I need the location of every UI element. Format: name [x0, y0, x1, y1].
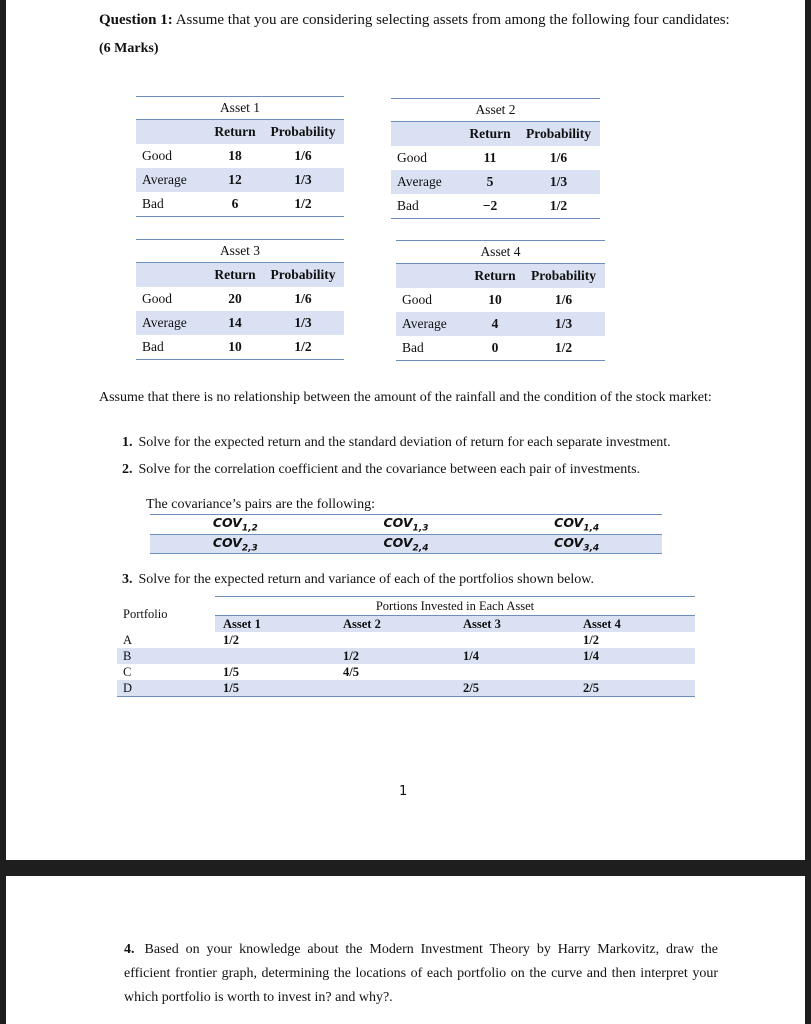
item-text: Based on your knowledge about the Modern Investment Theory by Harry Markovitz, draw the efficient frontier graph, determining the locations of each portfolio on the curve and then interpret your which portfolio is worth to invest in? and why?.	[124, 942, 718, 1005]
probability-value: 1/2	[262, 335, 344, 360]
assumption-paragraph: Assume that there is no relationship between the amount of the rainfall and the condition of the stock market:	[99, 390, 712, 405]
portion-cell: 1/4	[575, 648, 695, 664]
probability-value: 1/3	[517, 170, 600, 194]
portion-cell: 4/5	[343, 664, 359, 679]
portions-header: Portions Invested in Each Asset	[215, 597, 695, 616]
portfolio-row	[117, 632, 695, 648]
portion-cell: 1/5	[223, 664, 239, 679]
probability-value: 1/2	[517, 194, 600, 219]
item-3	[122, 572, 594, 588]
asset-title: Asset 1	[136, 97, 344, 120]
item-1	[122, 435, 671, 451]
portion-cell: 1/5	[215, 680, 335, 697]
cov-pair-cell	[150, 534, 321, 554]
probability-value: 1/2	[262, 192, 344, 217]
question-text: Assume that you are considering selecting assets from among the following four candidates:	[175, 12, 730, 28]
state-label: Good	[142, 291, 172, 306]
probability-value: 1/6	[554, 292, 573, 307]
cov-prefix: COV	[554, 515, 584, 530]
portfolio-table	[117, 596, 695, 697]
item-text: Solve for the expected return and the standard deviation of return for each separate investment.	[138, 435, 671, 450]
return-value: 11	[483, 150, 497, 165]
state-label: Good	[397, 150, 427, 165]
asset-3-table	[136, 239, 344, 360]
asset-column-header: Asset 1	[215, 616, 335, 633]
portion-cell: 1/2	[583, 632, 599, 647]
asset-title: Asset 4	[396, 241, 605, 264]
return-value: 20	[228, 291, 242, 306]
probability-value: 1/6	[294, 148, 312, 163]
portion-cell	[215, 648, 335, 664]
return-value: 6	[208, 192, 262, 217]
return-value: −2	[463, 194, 517, 219]
return-value: 10	[488, 292, 502, 307]
portfolio-name: B	[117, 648, 215, 664]
asset-1-table	[136, 96, 344, 217]
asset-column-header: Asset 4	[575, 616, 695, 633]
portfolio-row	[117, 664, 695, 680]
state-label: Average	[136, 168, 208, 192]
page-number: 1	[399, 784, 408, 799]
portfolio-row	[117, 680, 695, 697]
state-label: Average	[136, 311, 208, 335]
state-label: Bad	[391, 194, 463, 219]
cov-subscript: 1,2	[241, 523, 258, 534]
portfolio-name: A	[123, 632, 133, 647]
item-number: 1.	[122, 435, 133, 450]
probability-value: 1/2	[522, 336, 605, 361]
return-value: 10	[208, 335, 262, 360]
asset-column-header: Asset 3	[455, 616, 575, 633]
asset-title: Asset 3	[136, 240, 344, 263]
cov-prefix: COV	[212, 534, 242, 550]
covariance-intro: The covariance’s pairs are the following:	[146, 497, 375, 512]
state-label: Average	[391, 170, 463, 194]
cov-prefix: COV	[383, 534, 413, 550]
question-label: Question 1:	[99, 12, 173, 28]
cov-pair-cell	[491, 534, 662, 554]
return-value: 12	[208, 168, 262, 192]
asset-2-table	[391, 98, 600, 219]
return-header: Return	[208, 120, 262, 145]
item-number: 3.	[122, 572, 133, 587]
state-label: Good	[402, 292, 432, 307]
probability-header: Probability	[262, 263, 344, 288]
cov-pair-cell	[321, 534, 492, 554]
cov-subscript: 2,3	[241, 543, 258, 553]
return-header: Return	[208, 263, 262, 288]
item-text: Solve for the expected return and variance of each of the portfolios shown below.	[138, 572, 594, 587]
portion-cell	[335, 632, 455, 648]
portion-cell: 2/5	[575, 680, 695, 697]
covariance-table	[150, 514, 662, 554]
question-heading	[99, 12, 730, 29]
portion-cell: 1/4	[455, 648, 575, 664]
state-label: Average	[396, 312, 468, 336]
portfolio-header: Portfolio	[123, 606, 168, 621]
portion-cell	[455, 664, 575, 680]
item-4	[124, 938, 718, 1010]
state-label: Good	[142, 148, 172, 163]
cov-prefix: COV	[383, 515, 413, 530]
return-value: 4	[468, 312, 522, 336]
portfolio-row	[117, 648, 695, 664]
portion-cell	[455, 632, 575, 648]
return-value: 0	[468, 336, 522, 361]
portion-cell	[335, 680, 455, 697]
portion-cell: 1/2	[335, 648, 455, 664]
portfolio-name: C	[123, 664, 132, 679]
item-2	[122, 462, 640, 478]
item-text: Solve for the correlation coefficient and the covariance between each pair of investments.	[138, 462, 641, 477]
portion-cell: 1/2	[223, 632, 239, 647]
state-label: Bad	[136, 192, 208, 217]
asset-column-header: Asset 2	[335, 616, 455, 633]
cov-pair-cell	[321, 515, 492, 535]
return-value: 14	[208, 311, 262, 335]
cov-pair-cell	[150, 515, 321, 535]
state-label: Bad	[396, 336, 468, 361]
probability-header: Probability	[517, 122, 600, 147]
return-value: 18	[228, 148, 242, 163]
probability-value: 1/6	[294, 291, 312, 306]
portion-cell: 2/5	[455, 680, 575, 697]
cov-prefix: COV	[554, 534, 584, 550]
return-value: 5	[463, 170, 517, 194]
item-number: 2.	[122, 462, 133, 477]
portion-cell	[575, 664, 695, 680]
cov-subscript: 3,4	[583, 543, 600, 553]
cov-pair-cell	[491, 515, 662, 535]
probability-header: Probability	[522, 264, 605, 289]
probability-header: Probability	[262, 120, 344, 145]
cov-subscript: 2,4	[412, 543, 429, 553]
question-marks: (6 Marks)	[99, 41, 159, 56]
item-number: 4.	[124, 942, 135, 957]
state-label: Bad	[136, 335, 208, 360]
return-header: Return	[463, 122, 517, 147]
probability-value: 1/3	[262, 311, 344, 335]
asset-4-table	[396, 240, 605, 361]
probability-value: 1/3	[262, 168, 344, 192]
asset-title: Asset 2	[391, 99, 600, 122]
document-page-1	[6, 0, 805, 860]
cov-subscript: 1,3	[412, 523, 429, 534]
portfolio-name: D	[117, 680, 215, 697]
cov-subscript: 1,4	[583, 523, 600, 534]
return-header: Return	[468, 264, 522, 289]
document-page-2	[6, 876, 805, 1024]
probability-value: 1/6	[549, 150, 568, 165]
probability-value: 1/3	[522, 312, 605, 336]
cov-prefix: COV	[212, 515, 242, 530]
